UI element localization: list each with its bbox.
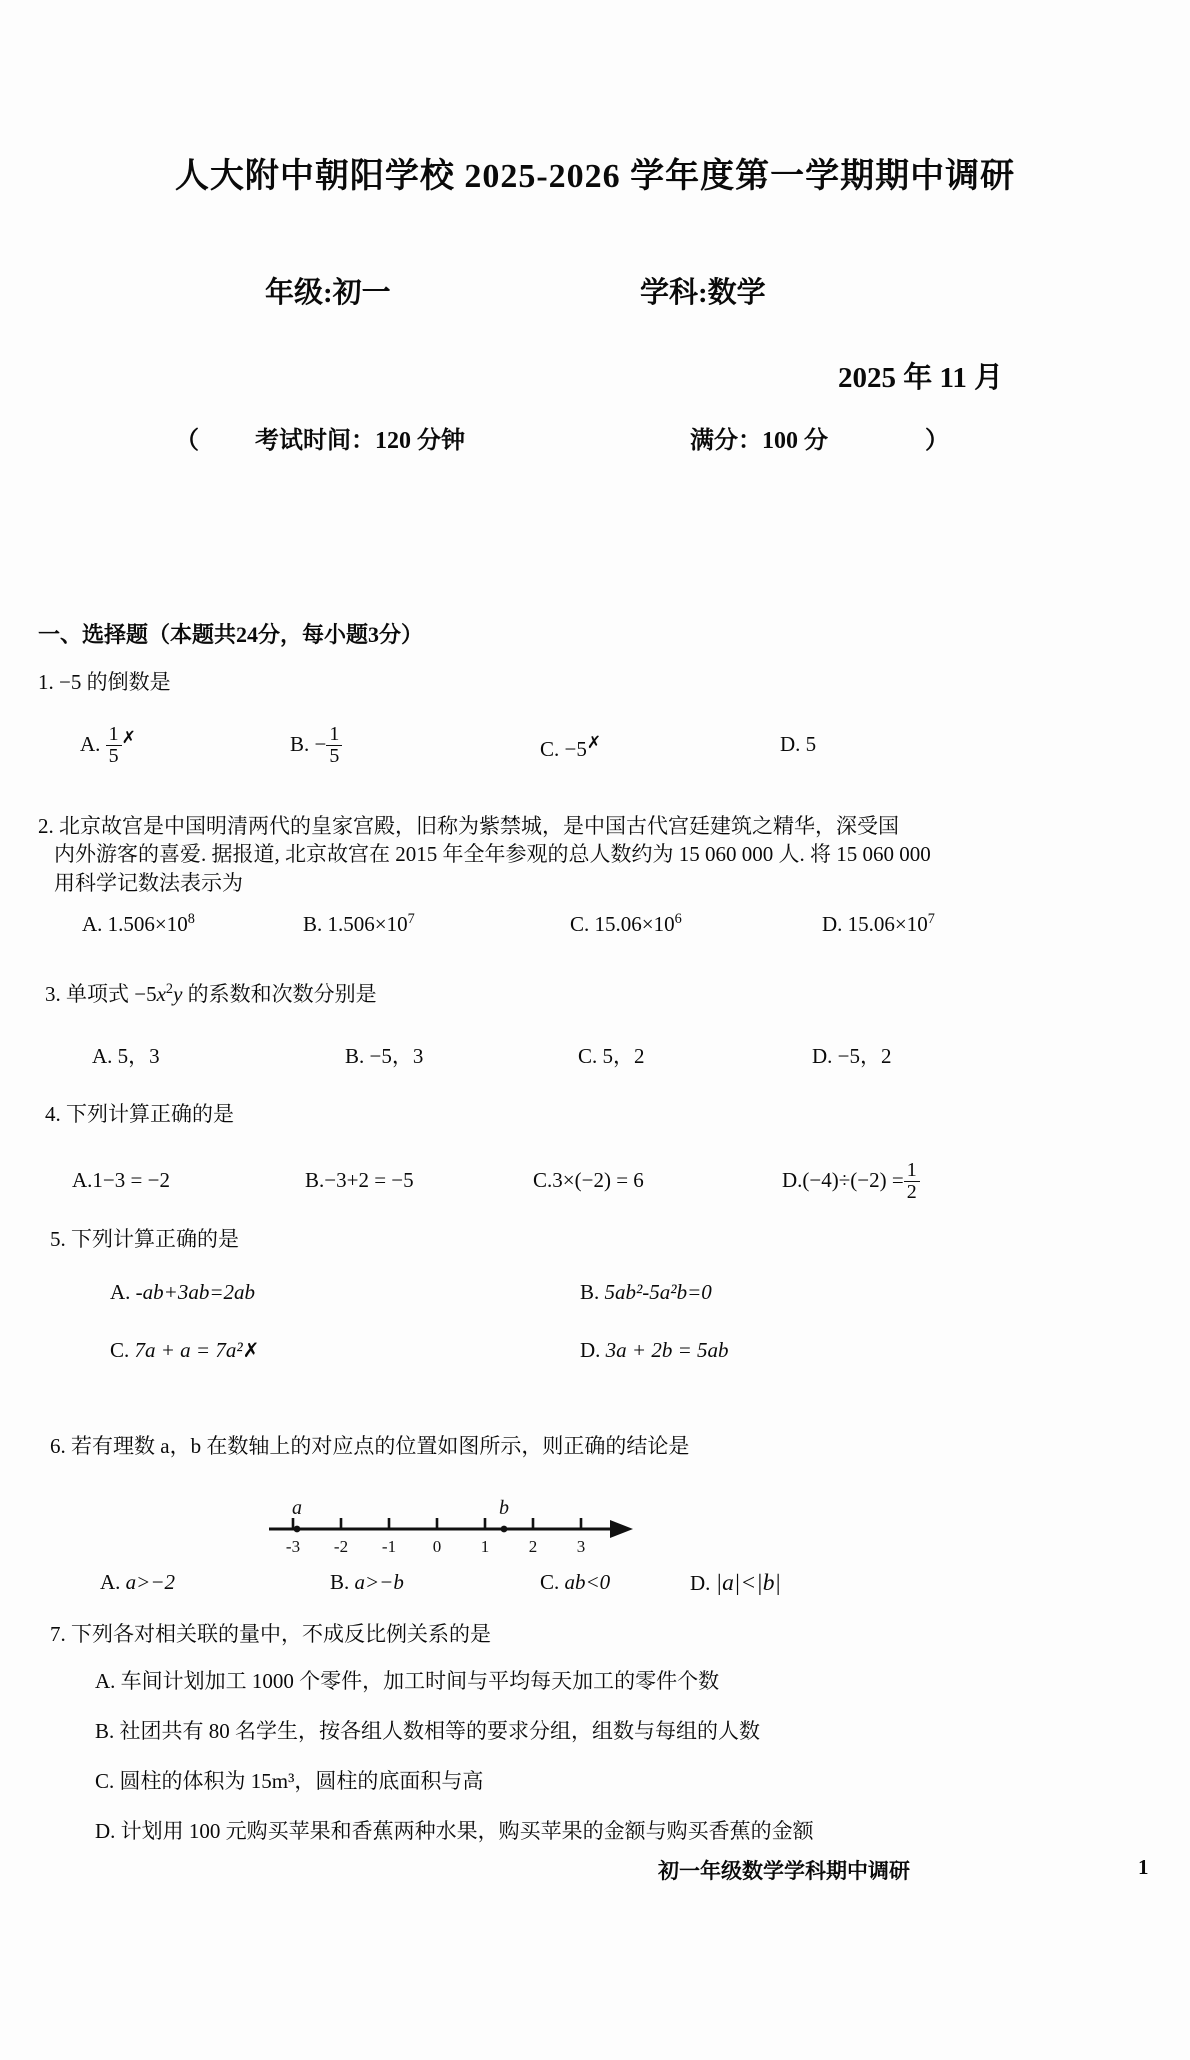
point-b-marker	[501, 1526, 508, 1533]
point-b-label: b	[499, 1498, 509, 1519]
question-1-number: 1.	[38, 670, 54, 694]
question-3-option-b[interactable]	[345, 1040, 423, 1070]
question-6-option-b[interactable]	[330, 1570, 404, 1595]
option-exponent: 6	[674, 911, 682, 927]
question-4-option-c[interactable]	[533, 1168, 644, 1193]
option-label: B.	[580, 1280, 600, 1304]
axis-ticks	[293, 1518, 581, 1529]
option-label: C.	[540, 1570, 560, 1594]
option-label: B.	[95, 1719, 115, 1743]
question-1-options	[0, 710, 1190, 780]
option-label: D.	[95, 1819, 116, 1843]
question-4-options	[0, 1158, 1190, 1218]
option-value: 5，2	[602, 1044, 645, 1068]
question-7-options	[0, 1665, 1190, 1865]
question-3-stem	[45, 980, 377, 1008]
cross-mark-icon: ✗	[242, 1340, 260, 1362]
option-label: D.	[690, 1571, 711, 1595]
exam-time: 考试时间：120 分钟	[255, 428, 465, 454]
exam-date: 2025 年 11 月	[838, 362, 1004, 394]
number-line-figure	[265, 1498, 635, 1560]
question-2-option-c[interactable]	[570, 912, 682, 937]
option-value: -ab+3ab=2ab	[135, 1280, 256, 1304]
question-4-number: 4.	[45, 1102, 61, 1126]
cross-mark-icon: ✗	[586, 733, 601, 752]
option-exponent: 8	[187, 911, 195, 927]
question-5-option-c[interactable]	[110, 1338, 259, 1363]
svg-text:2: 2	[528, 1537, 538, 1556]
full-marks: 满分：100 分	[690, 428, 828, 454]
subject-label: 学科:数学	[640, 277, 766, 309]
cross-mark-icon: ✗	[121, 727, 136, 747]
question-3-options	[0, 1040, 1190, 1080]
question-3-var-y: y	[173, 982, 183, 1006]
footer-page-number: 1	[1138, 1855, 1149, 1879]
option-label: B.	[330, 1570, 350, 1594]
option-label: C.	[110, 1338, 130, 1362]
paren-right: ）	[925, 428, 949, 454]
question-5-stem	[50, 1225, 239, 1253]
point-a-label: a	[292, 1498, 302, 1519]
option-value: −5	[564, 737, 587, 761]
grade-label: 年级:初一	[265, 277, 391, 309]
question-6-option-d[interactable]	[690, 1570, 781, 1597]
question-3-option-a[interactable]	[92, 1040, 160, 1070]
question-2-number: 2.	[38, 814, 54, 838]
option-label: D.	[812, 1044, 833, 1068]
option-label: D.	[782, 1167, 803, 1192]
option-label: B.	[345, 1044, 365, 1068]
question-7-number: 7.	[50, 1622, 66, 1646]
question-1-option-b[interactable]: B. − $\frac{1}{5}$	[290, 724, 342, 767]
axis-arrow-icon	[610, 1520, 633, 1538]
point-a-marker	[294, 1526, 301, 1533]
svg-text:1: 1	[480, 1537, 490, 1556]
option-label: A.	[82, 912, 103, 936]
option-label: A.	[100, 1570, 121, 1594]
option-value: (−4)÷(−2) =	[802, 1167, 904, 1192]
svg-text:-1: -1	[381, 1537, 397, 1556]
option-label: C.	[578, 1044, 598, 1068]
option-label: D.	[580, 1338, 601, 1362]
option-label: A.	[95, 1669, 116, 1693]
question-4-text: 下列计算正确的是	[66, 1102, 234, 1126]
question-1-option-d[interactable]	[780, 732, 816, 757]
page-title: 人大附中朝阳学校 2025-2026 学年度第一学期期中调研	[174, 158, 1016, 195]
svg-text:-2: -2	[333, 1537, 349, 1556]
option-value: 5ab²-5a²b=0	[604, 1280, 712, 1304]
question-3-text-post: 的系数和次数分别是	[182, 982, 377, 1006]
question-4-stem	[45, 1100, 234, 1128]
question-6-option-a[interactable]	[100, 1570, 175, 1595]
number-line-svg	[265, 1498, 635, 1560]
option-value: 3a + 2b = 5ab	[605, 1338, 729, 1362]
question-2-option-d[interactable]	[822, 912, 935, 937]
question-5-option-a[interactable]	[110, 1280, 255, 1305]
option-value: a>−b	[354, 1570, 404, 1594]
option-value: 5，3	[117, 1044, 160, 1068]
option-value: ab<0	[564, 1570, 611, 1594]
question-1-option-c[interactable]	[540, 732, 601, 762]
question-7-text: 下列各对相关联的量中，不成反比例关系的是	[71, 1622, 491, 1646]
option-label: C.	[570, 912, 590, 936]
option-value: 社团共有 80 名学生，按各组人数相等的要求分组，组数与每组的人数	[119, 1719, 761, 1743]
section-title-choice: 一、选择题（本题共24分，每小题3分）	[38, 622, 424, 647]
svg-text:-3: -3	[285, 1537, 301, 1556]
option-exponent: 7	[407, 911, 415, 927]
question-7-stem	[50, 1620, 491, 1648]
question-2-option-b[interactable]	[303, 912, 415, 937]
question-7-option-d[interactable]	[95, 1815, 814, 1845]
question-3-var-x: x	[156, 982, 166, 1006]
question-3-option-d[interactable]	[812, 1040, 892, 1070]
question-6-options	[0, 1570, 1190, 1612]
option-value: 15.06×10	[847, 912, 928, 936]
question-6-stem	[50, 1432, 689, 1460]
option-value: 圆柱的体积为 15m³，圆柱的底面积与高	[119, 1769, 484, 1793]
question-5-option-d[interactable]	[580, 1338, 729, 1363]
question-7-option-c[interactable]	[95, 1765, 483, 1795]
svg-text:3: 3	[576, 1537, 586, 1556]
question-3-text-pre: 单项式 −5	[66, 982, 157, 1006]
axis-tick-labels	[286, 1537, 585, 1556]
question-5-options	[0, 1280, 1190, 1390]
option-label: B.	[290, 731, 310, 756]
question-3-number: 3.	[45, 982, 61, 1006]
question-4-option-a[interactable]	[72, 1168, 170, 1193]
question-2-text-line3: 用科学记数法表示为	[54, 870, 243, 895]
question-2-options	[0, 912, 1190, 952]
question-7-option-a[interactable]	[95, 1665, 719, 1695]
option-value-fraction: $\frac{1}{5}$	[106, 724, 122, 767]
option-value: 1.506×10	[107, 912, 188, 936]
option-label: D.	[822, 912, 843, 936]
option-value: −5，2	[837, 1044, 892, 1068]
option-label: A.	[92, 1044, 113, 1068]
question-1-stem	[38, 668, 171, 696]
option-label: B.	[303, 912, 323, 936]
option-value: 7a + a = 7a²	[134, 1338, 243, 1362]
question-7-option-b[interactable]	[95, 1715, 760, 1745]
option-label: C.	[533, 1168, 553, 1192]
option-value: 1.506×10	[327, 912, 408, 936]
question-2-text-line2: 内外游客的喜爱. 据报道, 北京故宫在 2015 年全年参观的总人数约为 15 060 000 人. 将 15 060 000	[54, 842, 931, 867]
option-value: 车间计划加工 1000 个零件，加工时间与平均每天加工的零件个数	[120, 1669, 720, 1693]
option-value: 计划用 100 元购买苹果和香蕉两种水果，购买苹果的金额与购买香蕉的金额	[120, 1819, 814, 1843]
question-5-option-b[interactable]	[580, 1280, 712, 1305]
question-3-exponent: 2	[165, 981, 174, 997]
option-value-fraction: $\frac{1}{5}$	[326, 724, 342, 767]
question-4-option-b[interactable]	[305, 1168, 414, 1193]
svg-text:0: 0	[432, 1537, 442, 1556]
option-label: A.	[72, 1168, 93, 1192]
option-value: 1−3 = −2	[92, 1168, 170, 1192]
option-label: A.	[110, 1280, 131, 1304]
question-6-text: 若有理数 a，b 在数轴上的对应点的位置如图所示，则正确的结论是	[71, 1434, 690, 1458]
option-value: 3×(−2) = 6	[552, 1168, 644, 1192]
footer-title: 初一年级数学学科期中调研	[658, 1859, 910, 1883]
option-value: |a|<|b|	[715, 1570, 781, 1596]
option-label: C.	[540, 737, 560, 761]
option-value: 5	[805, 732, 817, 756]
option-exponent: 7	[927, 911, 935, 927]
option-value-fraction: $\frac{1}{2}$	[904, 1160, 920, 1203]
option-label: C.	[95, 1769, 115, 1793]
option-value: −5，3	[369, 1044, 424, 1068]
option-label: A.	[80, 731, 101, 756]
option-label: B.	[305, 1168, 325, 1192]
question-1-text: −5 的倒数是	[59, 670, 171, 694]
question-6-option-c[interactable]	[540, 1570, 610, 1595]
question-2-text-line1: 北京故宫是中国明清两代的皇家宫殿，旧称为紫禁城，是中国古代宫廷建筑之精华，深受国	[59, 814, 899, 838]
option-value: a>−2	[125, 1570, 176, 1594]
question-5-text: 下列计算正确的是	[71, 1227, 239, 1251]
question-2-option-a[interactable]	[82, 912, 195, 937]
question-6-number: 6.	[50, 1434, 66, 1458]
question-3-option-c[interactable]	[578, 1040, 645, 1070]
question-4-option-d[interactable]	[782, 1160, 920, 1203]
option-value: 15.06×10	[594, 912, 675, 936]
paren-left: （	[175, 428, 199, 454]
question-5-number: 5.	[50, 1227, 66, 1251]
question-1-option-a[interactable]	[80, 724, 136, 767]
question-2-stem	[38, 812, 1158, 897]
option-label: D.	[780, 732, 801, 756]
option-value: −3+2 = −5	[324, 1168, 414, 1192]
